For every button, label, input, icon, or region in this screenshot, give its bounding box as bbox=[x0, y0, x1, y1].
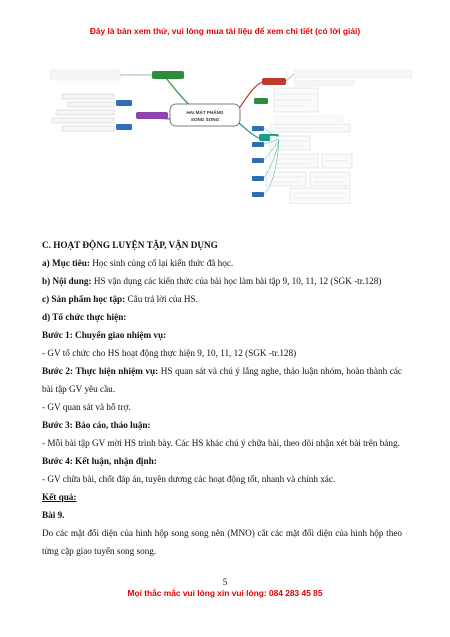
step3-text: - Mỗi bài tập GV mời HS trình bày. Các HS khác chú ý chữa bài, theo dõi nhận xét bài trên bảng. bbox=[42, 438, 400, 448]
step1-text: - GV tổ chức cho HS hoạt động thực hiện 9, 10, 11, 12 (SGK -tr.128) bbox=[42, 348, 297, 358]
mindmap-center-line2: SONG SONG bbox=[190, 117, 220, 122]
result-heading: Kết quả: bbox=[42, 492, 77, 502]
organization-heading: d) Tổ chức thực hiện: bbox=[42, 312, 127, 322]
lesson-content bbox=[42, 236, 402, 560]
content-paragraph: b) Nội dung: HS vận dụng các kiến thức của bài học làm bài tập 9, 10, 11, 12 (SGK -tr.128) bbox=[42, 276, 382, 286]
mindmap-center-line1: HAI MẶT PHẲNG bbox=[186, 110, 224, 115]
step2-paragraph: Bước 2: Thực hiện nhiệm vụ: HS quan sát và chú ý lắng nghe, thảo luận nhóm, hoàn thành các bài tập GV yêu cầu. bbox=[42, 366, 402, 394]
section-heading: C. HOẠT ĐỘNG LUYỆN TẬP, VẬN DỤNG bbox=[42, 240, 218, 250]
exercise-text: Do các mặt đối diện của hình hộp song song nên (MNO) cắt các mặt đối diện của hình hộp theo từng cặp giao tuyến song song. bbox=[42, 528, 402, 556]
step3-heading: Bước 3: Báo cáo, thảo luận: bbox=[42, 420, 151, 430]
mindmap-diagram bbox=[44, 64, 416, 204]
exercise-heading: Bài 9. bbox=[42, 510, 65, 520]
goal-paragraph: a) Mục tiêu: Học sinh củng cố lại kiến thức đã học. bbox=[42, 258, 234, 268]
step2-extra: - GV quan sát và hỗ trợ. bbox=[42, 402, 131, 412]
step1-heading: Bước 1: Chuyển giao nhiệm vụ: bbox=[42, 330, 167, 340]
bottom-banner: Mọi thắc mắc vui lòng xin vui lòng: 084 283 45 85 bbox=[127, 588, 323, 598]
mindmap-svg bbox=[44, 64, 416, 204]
product-paragraph: c) Sản phẩm học tập: Câu trả lời của HS. bbox=[42, 294, 198, 304]
top-banner: Đây là bản xem thử, vui lòng mua tài liệu để xem chi tiết (có lời giải) bbox=[89, 26, 361, 36]
page-number: 5 bbox=[222, 577, 228, 587]
step4-heading: Bước 4: Kết luận, nhận định: bbox=[42, 456, 157, 466]
step4-text: - GV chữa bài, chốt đáp án, tuyên dương các hoạt động tốt, nhanh và chính xác. bbox=[42, 474, 336, 484]
